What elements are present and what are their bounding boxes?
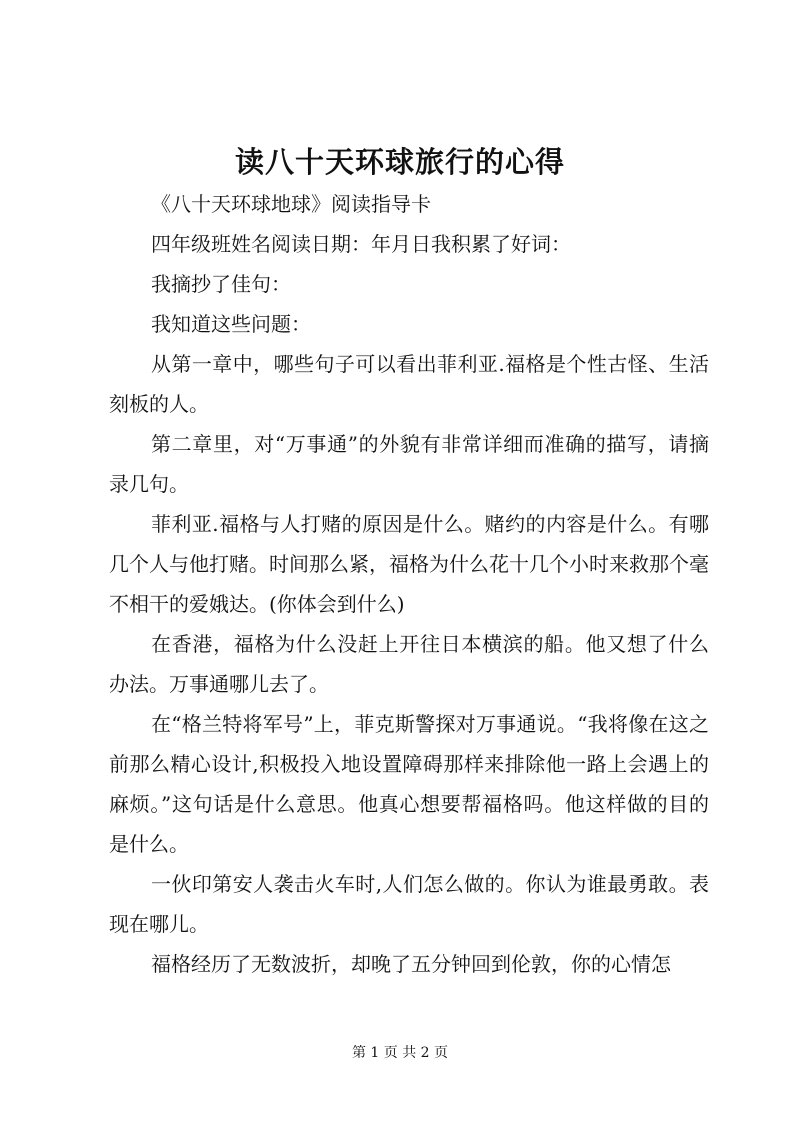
paragraph: 在“格兰特将军号”上，菲克斯警探对万事通说。“我将像在这之前那么精心设计,积极投入地设置障碍那样来排除他一路上会遇上的麻烦。”这句话是什么意思。他真心想要帮福格吗。他这样做的目的是什么。 [109, 712, 709, 856]
paragraph: 《八十天环球地球》阅读指导卡 [151, 192, 431, 216]
paragraph: 第二章里，对“万事通”的外貌有非常详细而准确的描写，请摘录几句。 [109, 432, 709, 496]
document-title: 读八十天环球旅行的心得 [234, 145, 565, 179]
paragraph: 一伙印第安人袭击火车时,人们怎么做的。你认为谁最勇敢。表现在哪儿。 [109, 872, 709, 936]
paragraph: 从第一章中，哪些句子可以看出菲利亚.福格是个性古怪、生活刻板的人。 [109, 352, 709, 416]
paragraph: 福格经历了无数波折，却晚了五分钟回到伦敦，你的心情怎 [151, 952, 671, 976]
page-number-footer: 第 1 页 共 2 页 [351, 1045, 449, 1061]
document-body [109, 184, 709, 984]
paragraph: 我摘抄了佳句： [151, 272, 291, 296]
paragraph: 菲利亚.福格与人打赌的原因是什么。赌约的内容是什么。有哪几个人与他打赌。时间那么紧，福格为什么花十几个小时来救那个毫不相干的爱娥达。(你体会到什么) [109, 512, 709, 616]
paragraph: 在香港，福格为什么没赶上开往日本横滨的船。他又想了什么办法。万事通哪儿去了。 [109, 632, 709, 696]
paragraph: 我知道这些问题： [151, 312, 311, 336]
paragraph: 四年级班姓名阅读日期：年月日我积累了好词： [151, 232, 571, 256]
